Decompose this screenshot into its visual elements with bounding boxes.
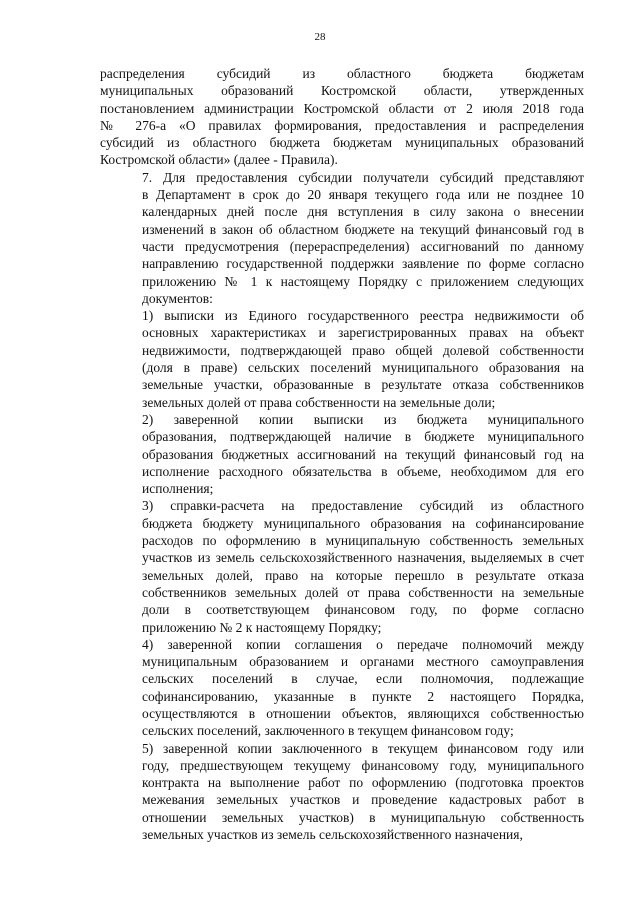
page-number: 28 <box>314 31 326 43</box>
text-line: Костромской области» (далее - Правила). <box>100 152 338 168</box>
text-line: земельных долей от права собственности на земельные доли; <box>142 394 496 410</box>
paragraph <box>100 411 584 497</box>
text-line: приложению № 1 к настоящему Порядку с приложением следующих <box>142 273 584 289</box>
text-line: основных характеристиках и зарегистрированных правах на объект <box>142 325 584 341</box>
text-line: направлению государственной поддержки заявление по форме согласно <box>142 256 584 272</box>
text-line: (доля в праве) сельских поселений муниципального образования на <box>142 360 584 376</box>
text-line: доли в соответствующем финансовом году, по форме согласно <box>142 602 584 618</box>
text-line: бюджета бюджету муниципального образования на софинансирование <box>142 515 584 531</box>
text-line: 1) выписки из Единого государственного реестра недвижимости об <box>142 308 584 324</box>
text-line: части предусмотрения (перераспределения) ассигнований по данному <box>142 238 584 254</box>
text-line: участков из земель сельскохозяйственного назначения, выделяемых в счет <box>142 550 584 566</box>
text-line: в Департамент в срок до 20 января текущего года или не позднее 10 <box>142 187 584 203</box>
text-line: сельских поселений, заключенного в текущем финансовом году; <box>142 723 514 739</box>
text-line: земельных участков из земель сельскохозяйственного назначения, <box>142 827 523 843</box>
text-line: контракта на выполнение работ по оформлению (подготовка проектов <box>142 775 584 791</box>
text-line: недвижимости, подтверждающей право общей долевой собственности <box>142 342 584 358</box>
paragraph <box>100 307 584 411</box>
paragraph <box>100 497 584 635</box>
text-line: образования бюджетных ассигнований на текущий финансовый год на <box>142 446 584 462</box>
text-line: 5) заверенной копии заключенного в текущем финансовом году или <box>142 740 584 756</box>
text-line: межевания земельных участков и проведение кадастровых работ в <box>142 792 584 808</box>
text-line: муниципальных образований Костромской области, утвержденных <box>100 83 584 99</box>
text-line: исполнения; <box>142 481 214 497</box>
text-line: осуществляются в отношении объектов, являющихся собственностью <box>142 705 584 721</box>
text-line: исполнение расходного обязательства в объеме, необходимом для его <box>142 463 584 479</box>
paragraph <box>100 740 584 844</box>
text-line: субсидий из областного бюджета бюджетам муниципальных образований <box>100 135 584 151</box>
text-line: собственников земельных долей от права собственности на земельные <box>142 584 584 600</box>
text-line: муниципальным образованием и органами местного самоуправления <box>142 654 584 670</box>
text-line: документов: <box>142 290 213 306</box>
document-body <box>100 65 584 843</box>
text-line: земельные участки, образованные в результате отказа собственников <box>142 377 584 393</box>
text-line: 4) заверенной копии соглашения о передаче полномочий между <box>142 636 584 652</box>
text-line: сельских поселений в случае, если полномочия, подлежащие <box>142 671 584 687</box>
text-line: образования, подтверждающей наличие в бюджете муниципального <box>142 429 584 445</box>
text-line: земельных долей, право на которые перешло в результате отказа <box>142 567 584 583</box>
text-line: изменений в закон об областном бюджете на текущий финансовый год в <box>142 221 584 237</box>
text-line: софинансированию, указанные в пункте 2 настоящего Порядка, <box>142 688 584 704</box>
text-line: 7. Для предоставления субсидии получатели субсидий представляют <box>142 169 584 185</box>
text-line: постановлением администрации Костромской области от 2 июля 2018 года <box>100 100 584 116</box>
text-line: году, предшествующем текущему финансовому году, муниципального <box>142 757 584 773</box>
paragraph <box>100 169 584 307</box>
text-line: отношении земельных участков) в муниципальную собственность <box>142 809 584 825</box>
text-line: 2) заверенной копии выписки из бюджета муниципального <box>142 411 584 427</box>
text-line: распределения субсидий из областного бюджета бюджетам <box>100 66 584 81</box>
text-line: № 276-а «О правилах формирования, предоставления и распределения <box>100 117 584 133</box>
text-line: 3) справки-расчета на предоставление субсидий из областного <box>142 498 584 514</box>
paragraph <box>100 636 584 740</box>
paragraph <box>100 65 584 169</box>
text-line: календарных дней после дня вступления в силу закона о внесении <box>142 204 584 220</box>
text-line: приложению № 2 к настоящему Порядку; <box>142 619 382 635</box>
text-line: расходов по оформлению в муниципальную собственность земельных <box>142 533 584 549</box>
